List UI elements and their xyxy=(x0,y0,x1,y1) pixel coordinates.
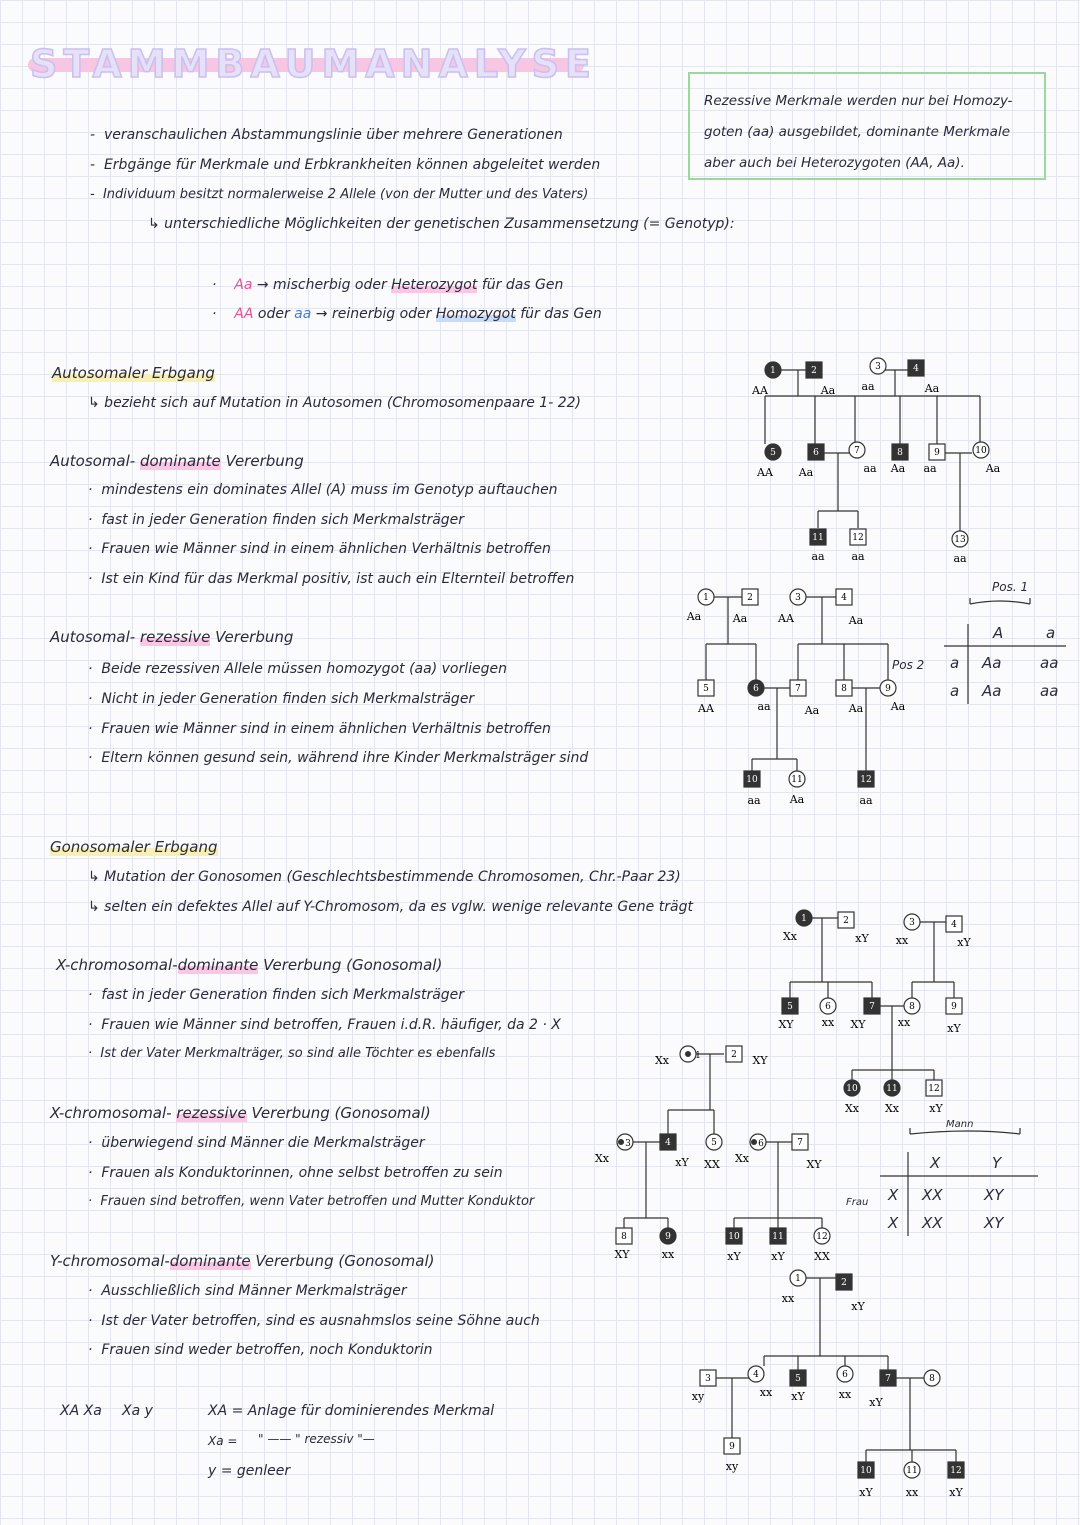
ped5-gt-2: xY xyxy=(851,1300,865,1313)
ped3-num-11: 11 xyxy=(886,1084,898,1094)
ped3-gt-5: XY xyxy=(778,1018,794,1031)
autosomal-dominant-heading: Autosomal- dominante Vererbung xyxy=(50,452,304,470)
ped4-gt-1: Xx xyxy=(654,1054,670,1067)
ad-bullet-2: · fast in jeder Generation finden sich Merkmalsträger xyxy=(88,512,465,528)
ped3-num-5: 5 xyxy=(787,1002,793,1012)
ar-bullet-1: · Beide rezessiven Allele müssen homozygot (aa) vorliegen xyxy=(88,661,507,677)
ped2-num-3: 3 xyxy=(795,593,801,603)
ped4-num-1: 1 xyxy=(695,1051,701,1061)
xr-bullet-2: · Frauen als Konduktorinnen, ohne selbst betroffen zu sein xyxy=(88,1165,503,1181)
gonosomal-sub-2: ↳ selten ein defektes Allel auf Y-Chromosom, da es vglw. wenige relevante Gene trägt xyxy=(88,899,693,915)
recessive-dominant-note-box xyxy=(688,72,1046,180)
intro-bullet-1: - veranschaulichen Abstammungslinie über mehrere Generationen xyxy=(90,127,563,143)
ped3-gt-10: Xx xyxy=(844,1102,860,1115)
ped2-gt-1: Aa xyxy=(686,610,702,623)
pedigree-autosomal-recessive xyxy=(680,584,930,814)
punnett2-grid xyxy=(860,1126,1040,1238)
ped3-num-10: 10 xyxy=(846,1084,858,1094)
ped1-gt-2: Aa xyxy=(820,384,836,397)
ar-bullet-2: · Nicht in jeder Generation finden sich Merkmalsträger xyxy=(88,691,475,707)
ped3-gt-7: XY xyxy=(850,1018,866,1031)
xd-bullet-2: · Frauen wie Männer sind betroffen, Frauen i.d.R. häufiger, da 2 · X xyxy=(88,1017,561,1033)
ped2-gt-10: aa xyxy=(747,794,761,807)
ped2-gt-2: Aa xyxy=(732,612,748,625)
intro-bullet-3: - Individuum besitzt normalerweise 2 Allele (von der Mutter und des Vaters) xyxy=(90,187,589,202)
ped4-gt-12: XX xyxy=(814,1250,830,1263)
ped3-gt-8: xx xyxy=(897,1016,911,1029)
ped4-num-11: 11 xyxy=(772,1232,784,1242)
legend-male-genotype: Xa y xyxy=(122,1403,153,1419)
ped3-num-4: 4 xyxy=(951,920,957,930)
autosomal-sub: ↳ bezieht sich auf Mutation in Autosomen (Chromosomenpaare 1- 22) xyxy=(88,395,581,411)
yd-bullet-2: · Ist der Vater betroffen, sind es ausnahmslos seine Söhne auch xyxy=(88,1313,540,1329)
ped4-num-6: 6 xyxy=(758,1139,764,1149)
punnett1-cell-2-2: aa xyxy=(1040,682,1059,700)
ped2-gt-8: Aa xyxy=(848,702,864,715)
punnett2-col-1: X xyxy=(930,1154,941,1172)
ped3-gt-12: xY xyxy=(929,1102,943,1115)
ped1-num-1: 1 xyxy=(770,366,776,376)
ped1-num-5: 5 xyxy=(770,448,776,458)
ped5-gt-7: xY xyxy=(869,1396,883,1409)
punnett1-col-1: A xyxy=(993,624,1004,642)
ped4-num-8: 8 xyxy=(621,1232,627,1242)
ped5-gt-3: xy xyxy=(691,1390,705,1403)
ped3-gt-3: xx xyxy=(895,934,909,947)
ped4-gt-8: XY xyxy=(614,1248,630,1261)
ped1-num-11: 11 xyxy=(812,533,824,543)
ped2-num-4: 4 xyxy=(841,593,847,603)
ped2-num-12: 12 xyxy=(860,775,872,785)
ped3-gt-6: xx xyxy=(821,1016,835,1029)
legend-female-genotype: XA Xa xyxy=(60,1403,102,1419)
punnett1-top-label: Pos. 1 xyxy=(992,580,1029,594)
ped1-gt-9: aa xyxy=(923,462,937,475)
ped1-num-9: 9 xyxy=(934,448,940,458)
ped1-gt-12: aa xyxy=(851,550,865,563)
ped4-gt-4: xY xyxy=(675,1156,689,1169)
ped4-num-5: 5 xyxy=(711,1138,717,1148)
ped2-num-1: 1 xyxy=(703,593,709,603)
ped2-gt-9: Aa xyxy=(890,700,906,713)
ped4-num-10: 10 xyxy=(728,1232,740,1242)
ped5-gt-10: xx xyxy=(905,1486,919,1499)
punnett1-row-1: a xyxy=(950,654,960,672)
ped4-gt-9: xx xyxy=(661,1248,675,1261)
ar-bullet-4: · Eltern können gesund sein, während ihre Kinder Merkmalsträger sind xyxy=(88,750,589,766)
ped3-num-8: 8 xyxy=(909,1002,915,1012)
ped4-num-4: 4 xyxy=(665,1138,671,1148)
ped2-gt-6: aa xyxy=(757,700,771,713)
punnett1-row-2: a xyxy=(950,682,960,700)
ped1-num-6: 6 xyxy=(813,448,819,458)
ped1-num-3: 3 xyxy=(875,362,881,372)
ped3-num-6: 6 xyxy=(825,1002,831,1012)
ped4-gt-11: xY xyxy=(771,1250,785,1263)
autosomal-recessive-heading: Autosomal- rezessive Vererbung xyxy=(50,628,294,646)
punnett2-brace xyxy=(910,1128,1020,1134)
ped1-num-2: 2 xyxy=(811,366,817,376)
ped5-num-8: 8 xyxy=(929,1374,935,1384)
ped5-gt-11: xY xyxy=(949,1486,963,1499)
ped2-num-11: 11 xyxy=(791,775,803,785)
gonosomal-heading: Gonosomaler Erbgang xyxy=(50,838,218,856)
page-title: STAMMBAUMANALYSE xyxy=(30,42,598,86)
note-line-3: aber auch bei Heterozygoten (AA, Aa). xyxy=(704,155,965,171)
ped2-num-9: 9 xyxy=(885,684,891,694)
xr-bullet-3: · Frauen sind betroffen, wenn Vater betroffen und Mutter Konduktor xyxy=(88,1194,535,1209)
x-recessive-heading: X-chromosomal- rezessive Vererbung (Gonosomal) xyxy=(50,1104,431,1122)
pedigree-autosomal-dominant xyxy=(740,356,1020,576)
ped3-gt-9: xY xyxy=(947,1022,961,1035)
ped5-num-11: 11 xyxy=(906,1466,918,1476)
ped3-gt-2: xY xyxy=(855,932,869,945)
ped3-num-7: 7 xyxy=(869,1002,875,1012)
ped2-num-2: 2 xyxy=(747,593,753,603)
ped5-num-6: 6 xyxy=(842,1370,848,1380)
ped4-gt-3: Xx xyxy=(594,1152,610,1165)
legend-line-3: y = genleer xyxy=(208,1463,291,1479)
pedigree-y-dominant xyxy=(680,1264,980,1504)
ped3-num-3: 3 xyxy=(909,918,915,928)
ped2-num-5: 5 xyxy=(703,684,709,694)
ped3-gt-1: Xx xyxy=(782,930,798,943)
ped1-num-13: 13 xyxy=(954,535,966,545)
ped3-num-1: 1 xyxy=(801,914,807,924)
ped5-gt-9: xY xyxy=(859,1486,873,1499)
ped1-gt-1: AA xyxy=(752,384,768,397)
punnett2-row-1: X xyxy=(888,1186,899,1204)
ped5-gt-5: xY xyxy=(791,1390,805,1403)
ped1-gt-4: Aa xyxy=(924,382,940,395)
ped5-gt-8: xy xyxy=(725,1460,739,1473)
x-dominant-heading: X-chromosomal-dominante Vererbung (Gonosomal) xyxy=(56,956,443,974)
ped4-gt-7: XY xyxy=(806,1158,822,1171)
ar-bullet-3: · Frauen wie Männer sind in einem ähnlichen Verhältnis betroffen xyxy=(88,721,551,737)
ped2-num-10: 10 xyxy=(746,775,758,785)
punnett1-col-2: a xyxy=(1046,624,1056,642)
ped2-num-8: 8 xyxy=(841,684,847,694)
ped2-gt-11: Aa xyxy=(789,793,805,806)
ped5-num-1: 1 xyxy=(795,1274,801,1284)
ped2-gt-3: AA xyxy=(778,612,794,625)
ped1-gt-7: aa xyxy=(863,462,877,475)
punnett1-side-label: Pos 2 xyxy=(892,658,925,672)
punnett2-side-label: Frau xyxy=(846,1197,869,1208)
xr-bullet-1: · überwiegend sind Männer die Merkmalsträger xyxy=(88,1135,425,1151)
punnett2-cell-1-2: XY xyxy=(984,1186,1004,1204)
ped4-gt-5: XX xyxy=(704,1158,720,1171)
ped1-gt-11: aa xyxy=(811,550,825,563)
gonosomal-sub-1: ↳ Mutation der Gonosomen (Geschlechtsbestimmende Chromosomen, Chr.-Paar 23) xyxy=(88,869,681,885)
genotype-hetero-line: · Aa → mischerbig oder Heterozygot für das Gen xyxy=(212,277,564,293)
ad-bullet-1: · mindestens ein dominates Allel (A) muss im Genotyp auftauchen xyxy=(88,482,558,498)
legend-line-2b: " —— " rezessiv "— xyxy=(258,1432,375,1446)
intro-arrow-line: ↳ unterschiedliche Möglichkeiten der genetischen Zusammensetzung (= Genotyp): xyxy=(148,216,735,232)
ped5-num-12: 12 xyxy=(950,1466,962,1476)
punnett1-cell-1-1: Aa xyxy=(982,654,1002,672)
xd-bullet-1: · fast in jeder Generation finden sich Merkmalsträger xyxy=(88,987,465,1003)
ped2-gt-4: Aa xyxy=(848,614,864,627)
ped1-num-8: 8 xyxy=(897,448,903,458)
punnett2-cell-2-1: XX xyxy=(922,1214,943,1232)
ped1-gt-13: aa xyxy=(953,552,967,565)
ped5-num-9: 9 xyxy=(729,1442,735,1452)
autosomal-heading: Autosomaler Erbgang xyxy=(52,364,215,382)
note-line-2: goten (aa) ausgebildet, dominante Merkmale xyxy=(704,124,1011,140)
punnett2-top-label: Mann xyxy=(946,1119,974,1130)
ped1-gt-5: AA xyxy=(757,466,773,479)
yd-bullet-1: · Ausschließlich sind Männer Merkmalsträger xyxy=(88,1283,407,1299)
legend-line-1: XA = Anlage für dominierendes Merkmal xyxy=(208,1403,495,1419)
ped2-gt-5: AA xyxy=(698,702,714,715)
ped1-gt-3: aa xyxy=(861,380,875,393)
punnett1-brace xyxy=(970,598,1030,604)
ped1-num-7: 7 xyxy=(854,446,860,456)
ped5-gt-4: xx xyxy=(759,1386,773,1399)
ped4-gt-6: Xx xyxy=(734,1152,750,1165)
ped2-gt-7: Aa xyxy=(804,704,820,717)
ped4-num-3: 3 xyxy=(625,1139,631,1149)
ped3-num-2: 2 xyxy=(843,916,849,926)
ped3-num-9: 9 xyxy=(951,1002,957,1012)
pedigree-x-recessive xyxy=(588,1040,848,1268)
ped5-num-10: 10 xyxy=(860,1466,872,1476)
ped2-num-7: 7 xyxy=(795,684,801,694)
ped3-gt-11: Xx xyxy=(884,1102,900,1115)
punnett2-cell-1-1: XX xyxy=(922,1186,943,1204)
legend-line-2a: Xa = xyxy=(208,1434,238,1448)
punnett2-cell-2-2: XY xyxy=(984,1214,1004,1232)
ped4-num-9: 9 xyxy=(665,1232,671,1242)
punnett1-cell-1-2: aa xyxy=(1040,654,1059,672)
intro-bullet-2: - Erbgänge für Merkmale und Erbkrankheiten können abgeleitet werden xyxy=(90,157,601,173)
ped4-num-12: 12 xyxy=(816,1232,828,1242)
note-line-1: Rezessive Merkmale werden nur bei Homozy- xyxy=(704,93,1013,109)
ped1-gt-6: Aa xyxy=(798,466,814,479)
ped5-num-5: 5 xyxy=(795,1374,801,1384)
yd-bullet-3: · Frauen sind weder betroffen, noch Konduktorin xyxy=(88,1342,433,1358)
xd-bullet-3: · Ist der Vater Merkmalträger, so sind alle Töchter es ebenfalls xyxy=(88,1046,496,1061)
ped3-num-12: 12 xyxy=(928,1084,940,1094)
ped4-gt-2: XY xyxy=(752,1054,768,1067)
ped5-gt-1: xx xyxy=(781,1292,795,1305)
ped3-gt-4: xY xyxy=(957,936,971,949)
ped4-num-2: 2 xyxy=(731,1050,737,1060)
ped1-num-12: 12 xyxy=(852,533,864,543)
ped5-gt-6: xx xyxy=(838,1388,852,1401)
genotype-homo-line: · AA oder aa → reinerbig oder Homozygot für das Gen xyxy=(212,306,602,322)
y-dominant-heading: Y-chromosomal-dominante Vererbung (Gonosomal) xyxy=(50,1252,435,1270)
ped1-num-10: 10 xyxy=(975,446,987,456)
ped1-gt-10: Aa xyxy=(985,462,1001,475)
punnett1-cell-2-1: Aa xyxy=(982,682,1002,700)
ad-bullet-3: · Frauen wie Männer sind in einem ähnlichen Verhältnis betroffen xyxy=(88,541,551,557)
ped5-num-3: 3 xyxy=(705,1374,711,1384)
ped2-gt-12: aa xyxy=(859,794,873,807)
ad-bullet-4: · Ist ein Kind für das Merkmal positiv, ist auch ein Elternteil betroffen xyxy=(88,571,575,587)
ped1-gt-8: Aa xyxy=(890,462,906,475)
ped4-gt-10: xY xyxy=(727,1250,741,1263)
punnett2-col-2: Y xyxy=(992,1154,1002,1172)
ped2-num-6: 6 xyxy=(753,684,759,694)
ped5-num-4: 4 xyxy=(753,1370,759,1380)
ped4-num-7: 7 xyxy=(797,1138,803,1148)
ped1-num-4: 4 xyxy=(913,364,919,374)
punnett2-row-2: X xyxy=(888,1214,899,1232)
ped5-num-7: 7 xyxy=(885,1374,891,1384)
ped5-num-2: 2 xyxy=(841,1278,847,1288)
